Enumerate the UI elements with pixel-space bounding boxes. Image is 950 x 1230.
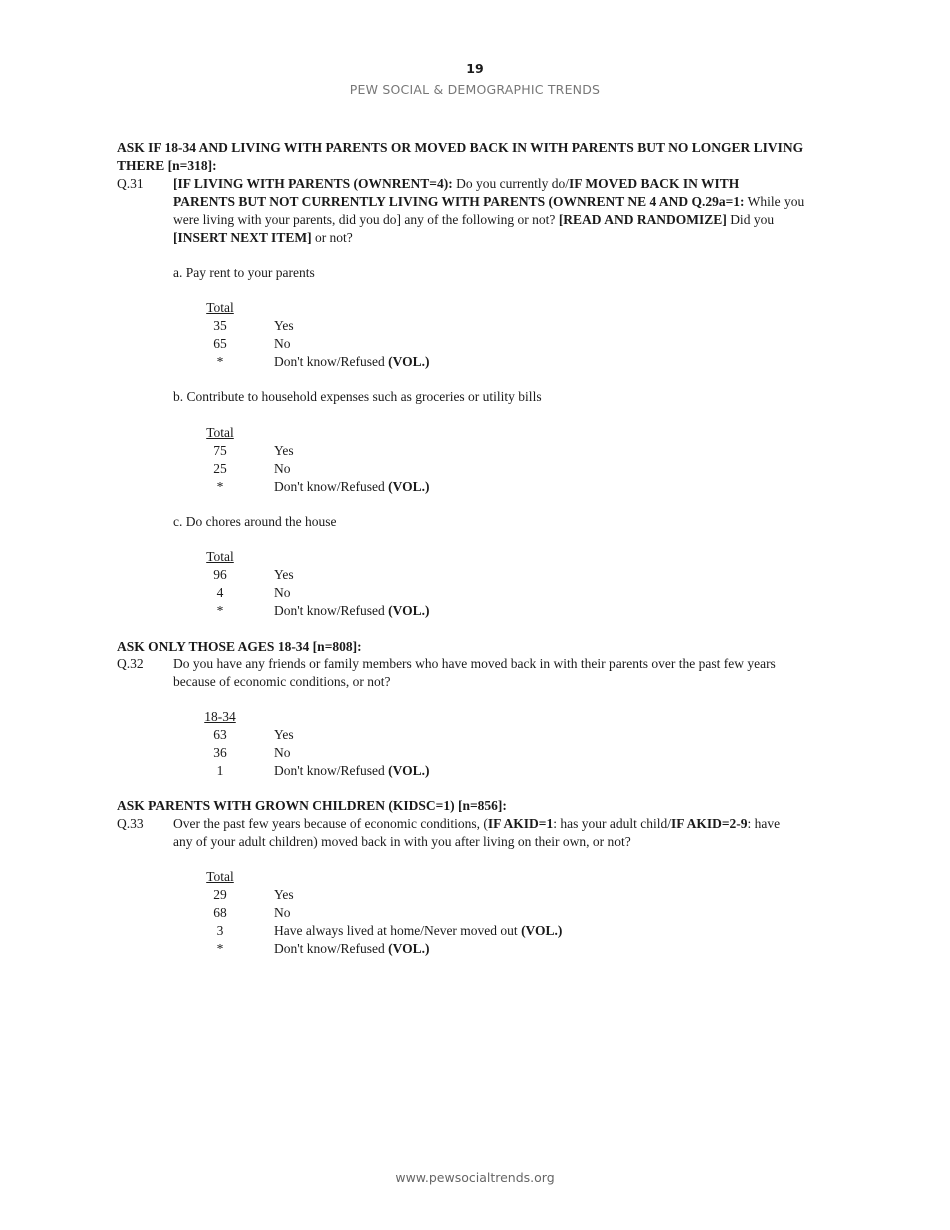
response-label: [274, 886, 294, 904]
q33-text-part: IF AKID=2-9: [670, 816, 748, 831]
q31-number: Q.31: [117, 176, 144, 191]
column-header: 18-34: [204, 709, 236, 724]
q31-text-part: [IF LIVING WITH PARENTS (OWNRENT=4):: [173, 176, 453, 191]
response-value: *: [216, 941, 224, 956]
footer-url: www.pewsocialtrends.org: [395, 1170, 555, 1185]
response-value: 35: [213, 318, 227, 333]
response-label: [274, 940, 430, 958]
response-value: 65: [213, 336, 227, 351]
response-text: No: [274, 745, 291, 760]
response-label: [274, 478, 430, 496]
response-label: [274, 584, 291, 602]
vol-tag: (VOL.): [388, 603, 430, 618]
response-label: [274, 922, 562, 940]
response-text: Don't know/Refused: [274, 941, 389, 956]
page-number: 19: [466, 61, 484, 76]
response-value: 1: [216, 763, 224, 778]
response-value: *: [216, 354, 224, 369]
q32-number: Q.32: [117, 656, 144, 671]
response-label: [274, 602, 430, 620]
q31-text-part: While you: [744, 194, 805, 209]
q31-question-text: [173, 175, 838, 247]
q31-text-part: IF MOVED BACK IN WITH: [568, 176, 740, 191]
q31-item-c-label: c. Do chores around the house: [173, 514, 337, 529]
response-text: Yes: [274, 318, 294, 333]
q33-question-text: [173, 815, 838, 851]
response-text: No: [274, 585, 291, 600]
response-label: [274, 726, 294, 744]
response-value: 68: [213, 905, 227, 920]
vol-tag: (VOL.): [388, 763, 430, 778]
q31-text-part: Did you: [726, 212, 775, 227]
response-text: Don't know/Refused: [274, 479, 389, 494]
q31-ask-instruction-line2: THERE [n=318]:: [117, 158, 217, 173]
response-label: [274, 762, 430, 780]
q32-ask-instruction: ASK ONLY THOSE AGES 18-34 [n=808]:: [117, 639, 362, 654]
response-label: [274, 566, 294, 584]
response-text: Don't know/Refused: [274, 763, 389, 778]
q33-text-part: : have: [747, 816, 781, 831]
q32-question-text: [173, 655, 838, 691]
vol-tag: (VOL.): [388, 479, 430, 494]
response-value: 3: [216, 923, 224, 938]
response-value: 63: [213, 727, 227, 742]
column-header: Total: [206, 425, 234, 440]
response-value: 29: [213, 887, 227, 902]
response-text: Yes: [274, 443, 294, 458]
q31-ask-instruction-line1: ASK IF 18-34 AND LIVING WITH PARENTS OR MOVED BACK IN WITH PARENTS BUT NO LONGER LIVING: [117, 140, 804, 155]
response-value: *: [216, 479, 224, 494]
q33-text-part: : has your adult child/: [553, 816, 671, 831]
response-value: 96: [213, 567, 227, 582]
q32-text-line: Do you have any friends or family members who have moved back in with their parents over the past few years: [173, 656, 776, 671]
response-text: Yes: [274, 727, 294, 742]
q31-text-part: were living with your parents, did you do] any of the following or not?: [173, 212, 559, 227]
q31-text-part: [INSERT NEXT ITEM]: [173, 230, 312, 245]
q31-item-b-label: b. Contribute to household expenses such as groceries or utility bills: [173, 389, 542, 404]
response-label: [274, 744, 291, 762]
column-header: Total: [206, 549, 234, 564]
response-value: 75: [213, 443, 227, 458]
response-text: Don't know/Refused: [274, 603, 389, 618]
q31-text-part: [READ AND RANDOMIZE]: [558, 212, 727, 227]
response-value: 4: [216, 585, 224, 600]
vol-tag: (VOL.): [521, 923, 563, 938]
q32-text-line: because of economic conditions, or not?: [173, 674, 391, 689]
q31-text-part: or not?: [311, 230, 353, 245]
q33-ask-instruction: ASK PARENTS WITH GROWN CHILDREN (KIDSC=1) [n=856]:: [117, 798, 507, 813]
response-value: *: [216, 603, 224, 618]
column-header: Total: [206, 869, 234, 884]
response-text: Yes: [274, 567, 294, 582]
response-label: [274, 442, 294, 460]
response-label: [274, 317, 294, 335]
q31-text-part: PARENTS BUT NOT CURRENTLY LIVING WITH PARENTS (OWNRENT NE 4 AND Q.29a=1:: [173, 194, 745, 209]
q31-text-part: Do you currently do/: [452, 176, 569, 191]
response-text: No: [274, 905, 291, 920]
q33-text-part: Over the past few years because of economic conditions, (: [173, 816, 488, 831]
response-text: Don't know/Refused: [274, 354, 389, 369]
q33-number: Q.33: [117, 816, 144, 831]
response-label: [274, 353, 430, 371]
response-label: [274, 335, 291, 353]
response-text: Have always lived at home/Never moved out: [274, 923, 522, 938]
q31-item-a-label: a. Pay rent to your parents: [173, 265, 315, 280]
column-header: Total: [206, 300, 234, 315]
vol-tag: (VOL.): [388, 354, 430, 369]
q33-text-line: any of your adult children) moved back in with you after living on their own, or not?: [173, 834, 631, 849]
response-label: [274, 460, 291, 478]
response-value: 36: [213, 745, 227, 760]
response-text: No: [274, 461, 291, 476]
running-header: PEW SOCIAL & DEMOGRAPHIC TRENDS: [349, 82, 601, 97]
response-text: Yes: [274, 887, 294, 902]
vol-tag: (VOL.): [388, 941, 430, 956]
response-value: 25: [213, 461, 227, 476]
response-text: No: [274, 336, 291, 351]
q33-text-part: IF AKID=1: [487, 816, 554, 831]
response-label: [274, 904, 291, 922]
